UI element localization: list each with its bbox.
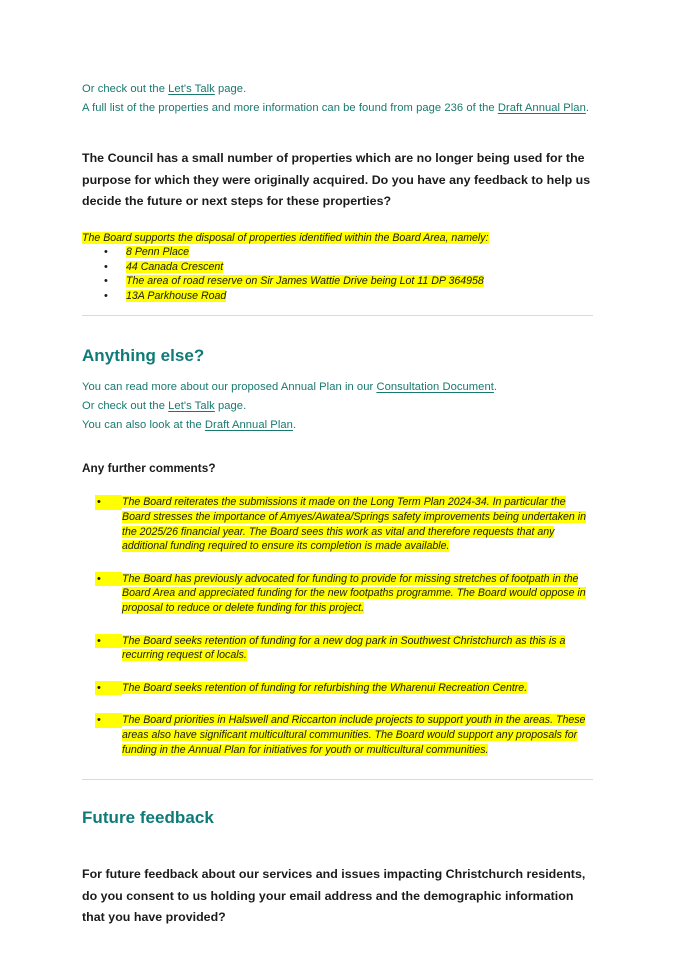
future-feedback-heading: Future feedback (82, 808, 214, 828)
list-item: • The area of road reserve on Sir James Wattie Drive being Lot 11 DP 364958 (82, 274, 593, 289)
properties-list (82, 245, 593, 303)
intro-line-lets-talk (82, 80, 593, 99)
properties-answer-lead-in: The Board supports the disposal of properties identified within the Board Area, namely: (82, 231, 489, 244)
anything-else-heading: Anything else? (82, 346, 205, 366)
intro-line2-post: . (585, 102, 590, 114)
list-item: • The Board seeks retention of funding for refurbishing the Wharenui Recreation Centre. (97, 681, 528, 694)
future-feedback-question: For future feedback about our services and issues impacting Christchurch residents, do you consent to us holding your email address and the demographic information that you have provided? (82, 867, 586, 925)
intro-line1-pre: Or check out the (82, 83, 169, 95)
bullet-marker: • (95, 681, 122, 696)
bullet-marker: • (95, 495, 122, 510)
intro-line1-post: page. (214, 83, 247, 95)
list-item: • 44 Canada Crescent (82, 260, 593, 275)
further-comments-heading: Any further comments? (82, 461, 216, 476)
bullet-marker: • (95, 713, 122, 728)
bullet-marker: • (95, 572, 122, 587)
draft-annual-plan-link-2[interactable]: Draft Annual Plan (204, 419, 293, 432)
list-item: • 8 Penn Place (82, 245, 593, 260)
consultation-document-link[interactable]: Consultation Document (376, 381, 494, 394)
list-item: • The Board has previously advocated for funding to provide for missing stretches of footpath in the Board Area and appreciated funding for the new footpaths programme. The Board would oppose in proposal to reduce or delete funding for this project. (97, 572, 586, 615)
anything-else-line3-post: . (292, 419, 297, 432)
intro-line2-pre: A full list of the properties and more information can be found from page 236 of the (82, 102, 498, 114)
properties-question: The Council has a small number of properties which are no longer being used for the purpose for which they were originally acquired. Do you have any feedback to help us decide the future or next steps for these properties? (82, 151, 591, 208)
intro-line-draft-annual-plan (82, 99, 593, 118)
list-item: • 13A Parkhouse Road (82, 289, 593, 304)
anything-else-line1-pre: You can read more about our proposed Annual Plan in our (82, 381, 377, 394)
anything-else-line2-pre: Or check out the (82, 400, 169, 413)
list-item: • The Board seeks retention of funding for a new dog park in Southwest Christchurch as this is a recurring request of locals. (97, 634, 566, 662)
list-item: • The Board priorities in Halswell and Riccarton include projects to support youth in the areas. These areas also have significant multicultural communities. The Board would support any proposals for funding in the Annual Plan for initiatives for youth or multicultural communities. (97, 714, 586, 756)
anything-else-line2-post: page. (214, 400, 247, 413)
anything-else-line3-pre: You can also look at the (82, 419, 205, 432)
list-item: • The Board reiterates the submissions it made on the Long Term Plan 2024-34. In particular the Board stresses the importance of Amyes/Awatea/Springs safety improvements being undertaken in the 2025/26 financial year. The Board sees this work as vital and therefore requests that any additional funding required to ensure its completion is made available. (97, 496, 587, 553)
anything-else-line-draft-plan (82, 416, 593, 435)
further-comments-list (82, 495, 593, 757)
bullet-marker: • (95, 634, 122, 649)
draft-annual-plan-link[interactable]: Draft Annual Plan (497, 102, 586, 114)
anything-else-line1-post: . (493, 381, 498, 394)
anything-else-line-consultation (82, 378, 593, 397)
lets-talk-link[interactable]: Let's Talk (168, 83, 215, 95)
lets-talk-link-2[interactable]: Let's Talk (168, 400, 215, 413)
anything-else-line-lets-talk (82, 397, 593, 416)
properties-answer (82, 231, 593, 304)
